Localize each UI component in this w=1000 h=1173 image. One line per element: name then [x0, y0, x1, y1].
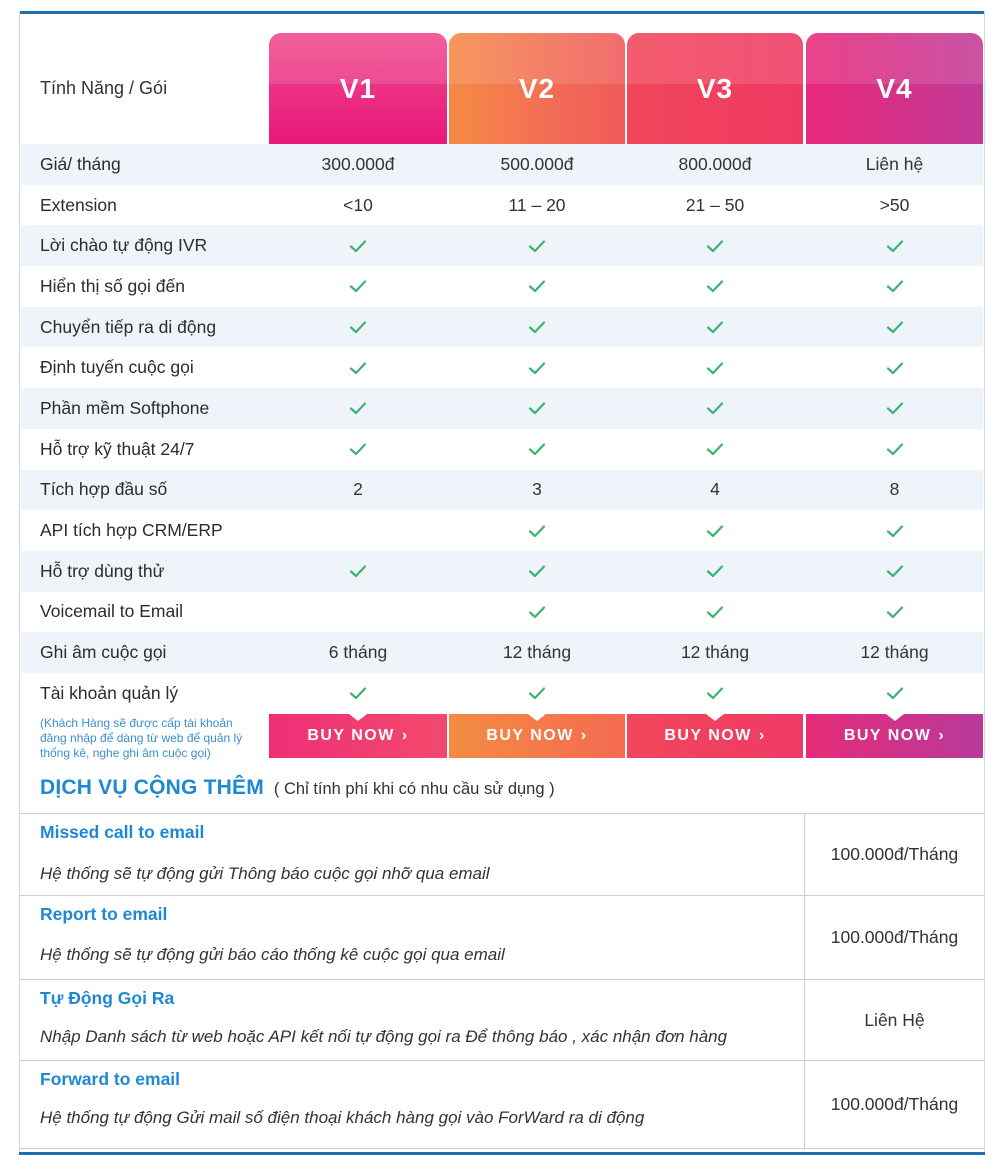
plan-check-cell: [269, 592, 447, 633]
buy-now-label: BUY NOW: [664, 726, 752, 744]
account-note: (Khách Hàng sẽ được cấp tài khoản đăng nhập để dàng từ web để quản lý thống kê, nghe ghi âm cuộc gọi): [40, 715, 243, 760]
feature-row: [21, 551, 983, 592]
feature-name: Extension: [40, 194, 117, 215]
feature-name: Tích hợp đầu số: [40, 479, 168, 500]
buy-now-button-v2[interactable]: [449, 714, 625, 758]
extra-service-row: [20, 814, 984, 896]
plan-check-cell: [449, 388, 625, 429]
frame-top-border: [19, 11, 985, 14]
check-icon: [348, 398, 368, 418]
plan-name: V1: [339, 72, 377, 104]
feature-name: Voicemail to Email: [40, 601, 183, 622]
buy-now-label: BUY NOW: [843, 726, 932, 744]
check-icon: [705, 521, 725, 541]
extra-service-info: [20, 896, 805, 979]
plan-name: V4: [876, 72, 913, 104]
plan-value-cell: 21 – 50: [685, 194, 745, 215]
plan-check-cell: [449, 510, 625, 551]
check-icon: [348, 317, 368, 337]
feature-name: Tài khoản quản lý: [40, 682, 179, 703]
plan-check-cell: [269, 429, 447, 470]
plan-check-cell: [627, 551, 803, 592]
buy-now-button-v4[interactable]: [806, 714, 983, 758]
check-icon: [705, 398, 725, 418]
check-icon: [348, 236, 368, 256]
check-icon: [705, 602, 725, 622]
feature-row: [21, 429, 983, 470]
check-icon: [527, 683, 547, 703]
extra-service-price: 100.000đ/Tháng: [830, 927, 959, 947]
feature-column-header: Tính Năng / Gói: [40, 78, 168, 98]
extra-service-price: 100.000đ/Tháng: [830, 1094, 959, 1114]
feature-name: Định tuyến cuộc gọi: [40, 357, 194, 378]
plan-check-cell: [449, 307, 625, 348]
plan-value-cell: 6 tháng: [328, 642, 388, 663]
extra-service-row: [20, 980, 984, 1061]
plan-check-cell: [449, 347, 625, 388]
plan-value-cell: 8: [889, 479, 900, 500]
plan-check-cell: [627, 510, 803, 551]
plan-check-cell: [269, 266, 447, 307]
plan-check-cell: [269, 347, 447, 388]
plan-check-cell: [806, 429, 983, 470]
check-icon: [527, 317, 547, 337]
extra-service-info: [20, 980, 805, 1060]
feature-name: Lời chào tự động IVR: [40, 235, 208, 256]
check-icon: [527, 236, 547, 256]
plan-check-cell: [627, 388, 803, 429]
feature-name: Hỗ trợ kỹ thuật 24/7: [40, 438, 195, 459]
extras-subtitle: ( Chỉ tính phí khi có nhu cầu sử dụng ): [273, 780, 555, 798]
plan-value-cell: 12 tháng: [680, 642, 750, 663]
chevron-right-icon: ›: [580, 726, 588, 744]
check-icon: [705, 683, 725, 703]
plan-value-cell: 800.000đ: [678, 153, 752, 174]
plan-check-cell: [806, 673, 983, 714]
plan-check-cell: [806, 307, 983, 348]
extra-service-description: Nhập Danh sách từ web hoặc API kết nối tự động gọi ra Để thông báo , xác nhận đơn hàng: [40, 1027, 728, 1046]
plan-value-cell: >50: [879, 194, 910, 215]
chevron-right-icon: ›: [758, 726, 766, 744]
feature-name: API tích hợp CRM/ERP: [40, 520, 223, 541]
check-icon: [885, 276, 905, 296]
extra-service-name: Report to email: [40, 904, 168, 924]
pricing-table: [21, 33, 983, 758]
plan-check-cell: [806, 592, 983, 633]
extras-heading: [40, 776, 555, 800]
plan-check-cell: [806, 225, 983, 266]
feature-row: [21, 185, 983, 226]
plan-value-cell: 2: [353, 479, 363, 500]
check-icon: [527, 521, 547, 541]
feature-name: Hỗ trợ dùng thử: [40, 560, 165, 581]
feature-row: [21, 144, 983, 185]
plan-value-cell: 500.000đ: [500, 153, 574, 174]
plan-check-cell: [627, 673, 803, 714]
extra-service-description: Hệ thống tự động Gửi mail số điện thoại khách hàng gọi vào ForWard ra di động: [40, 1108, 645, 1127]
plan-check-cell: [449, 266, 625, 307]
plan-header-v4: [806, 33, 983, 144]
plan-check-cell: [806, 266, 983, 307]
plan-check-cell: [627, 347, 803, 388]
plan-check-cell: [449, 673, 625, 714]
plan-check-cell: [449, 225, 625, 266]
check-icon: [348, 358, 368, 378]
plan-value-cell: 4: [710, 479, 720, 500]
plan-value-cell: 12 tháng: [502, 642, 572, 663]
check-icon: [885, 317, 905, 337]
feature-name: Giá/ tháng: [40, 153, 121, 174]
feature-row: [21, 592, 983, 633]
plan-header-v2: [449, 33, 625, 144]
check-icon: [527, 358, 547, 378]
feature-name: Chuyển tiếp ra di động: [40, 316, 217, 337]
extra-service-info: [20, 814, 805, 895]
plan-header-row: [21, 33, 983, 144]
feature-name: Hiển thị số gọi đến: [40, 275, 185, 296]
extra-service-price: 100.000đ/Tháng: [830, 844, 959, 864]
check-icon: [705, 236, 725, 256]
plan-check-cell: [269, 307, 447, 348]
plan-check-cell: [269, 388, 447, 429]
check-icon: [705, 317, 725, 337]
plan-check-cell: [449, 429, 625, 470]
check-icon: [705, 561, 725, 581]
feature-row: [21, 266, 983, 307]
buy-row: [21, 714, 983, 758]
plan-check-cell: [269, 225, 447, 266]
buy-now-label: BUY NOW: [307, 726, 395, 744]
plan-check-cell: [806, 551, 983, 592]
plan-check-cell: [627, 592, 803, 633]
plan-check-cell: [269, 510, 447, 551]
extra-service-price: Liên Hệ: [864, 1009, 925, 1030]
plan-check-cell: [269, 551, 447, 592]
check-icon: [705, 439, 725, 459]
check-icon: [527, 561, 547, 581]
chevron-right-icon: ›: [938, 726, 946, 744]
feature-name: Ghi âm cuộc gọi: [40, 642, 167, 663]
buy-now-button-v1[interactable]: [269, 714, 447, 758]
extras-table: [20, 813, 984, 1149]
feature-row: [21, 388, 983, 429]
check-icon: [527, 602, 547, 622]
extra-service-name: Tự Động Gọi Ra: [40, 988, 175, 1008]
plan-value-cell: 300.000đ: [321, 153, 395, 174]
plan-check-cell: [806, 388, 983, 429]
extra-service-info: [20, 1061, 805, 1148]
plan-check-cell: [627, 307, 803, 348]
extra-service-name: Forward to email: [40, 1069, 181, 1089]
feature-row: [21, 225, 983, 266]
plan-value-cell: 12 tháng: [860, 642, 929, 663]
feature-row: [21, 347, 983, 388]
check-icon: [885, 358, 905, 378]
buy-now-label: BUY NOW: [486, 726, 574, 744]
check-icon: [885, 561, 905, 581]
check-icon: [348, 439, 368, 459]
check-icon: [705, 276, 725, 296]
check-icon: [527, 276, 547, 296]
check-icon: [527, 439, 547, 459]
plan-check-cell: [806, 347, 983, 388]
feature-name: Phần mềm Softphone: [40, 397, 210, 418]
feature-row: [21, 632, 983, 673]
plan-value-cell: Liên hệ: [865, 153, 924, 174]
plan-name: V2: [518, 72, 556, 104]
check-icon: [348, 561, 368, 581]
feature-row: [21, 307, 983, 348]
extra-service-description: Hệ thống sẽ tự động gửi báo cáo thống kê cuộc gọi qua email: [40, 945, 505, 964]
check-icon: [527, 398, 547, 418]
plan-value-cell: 11 – 20: [508, 194, 566, 215]
extra-service-row: [20, 1061, 984, 1149]
check-icon: [885, 521, 905, 541]
extras-title: DỊCH VỤ CỘNG THÊM: [40, 776, 264, 799]
buy-now-button-v3[interactable]: [627, 714, 803, 758]
feature-row: [21, 510, 983, 551]
plan-check-cell: [269, 673, 447, 714]
plan-header-v1: [269, 33, 447, 144]
check-icon: [885, 683, 905, 703]
check-icon: [705, 358, 725, 378]
frame-right-border: [984, 11, 985, 1155]
chevron-right-icon: ›: [401, 726, 409, 744]
check-icon: [885, 398, 905, 418]
plan-check-cell: [627, 225, 803, 266]
extra-service-description: Hệ thống sẽ tự động gửi Thông báo cuộc gọi nhỡ qua email: [40, 864, 490, 883]
check-icon: [885, 236, 905, 256]
feature-rows: [21, 144, 983, 714]
plan-value-cell: <10: [343, 194, 373, 215]
check-icon: [348, 276, 368, 296]
plan-check-cell: [806, 510, 983, 551]
plan-name: V3: [696, 72, 734, 104]
feature-row: [21, 673, 983, 714]
extra-service-name: Missed call to email: [40, 822, 205, 842]
plan-check-cell: [449, 551, 625, 592]
feature-row: [21, 470, 983, 511]
plan-check-cell: [449, 592, 625, 633]
plan-check-cell: [627, 429, 803, 470]
plan-check-cell: [627, 266, 803, 307]
plan-header-v3: [627, 33, 803, 144]
frame-bottom-border: [19, 1152, 985, 1155]
extra-service-row: [20, 896, 984, 980]
check-icon: [885, 602, 905, 622]
check-icon: [348, 683, 368, 703]
check-icon: [885, 439, 905, 459]
plan-value-cell: 3: [532, 479, 542, 500]
